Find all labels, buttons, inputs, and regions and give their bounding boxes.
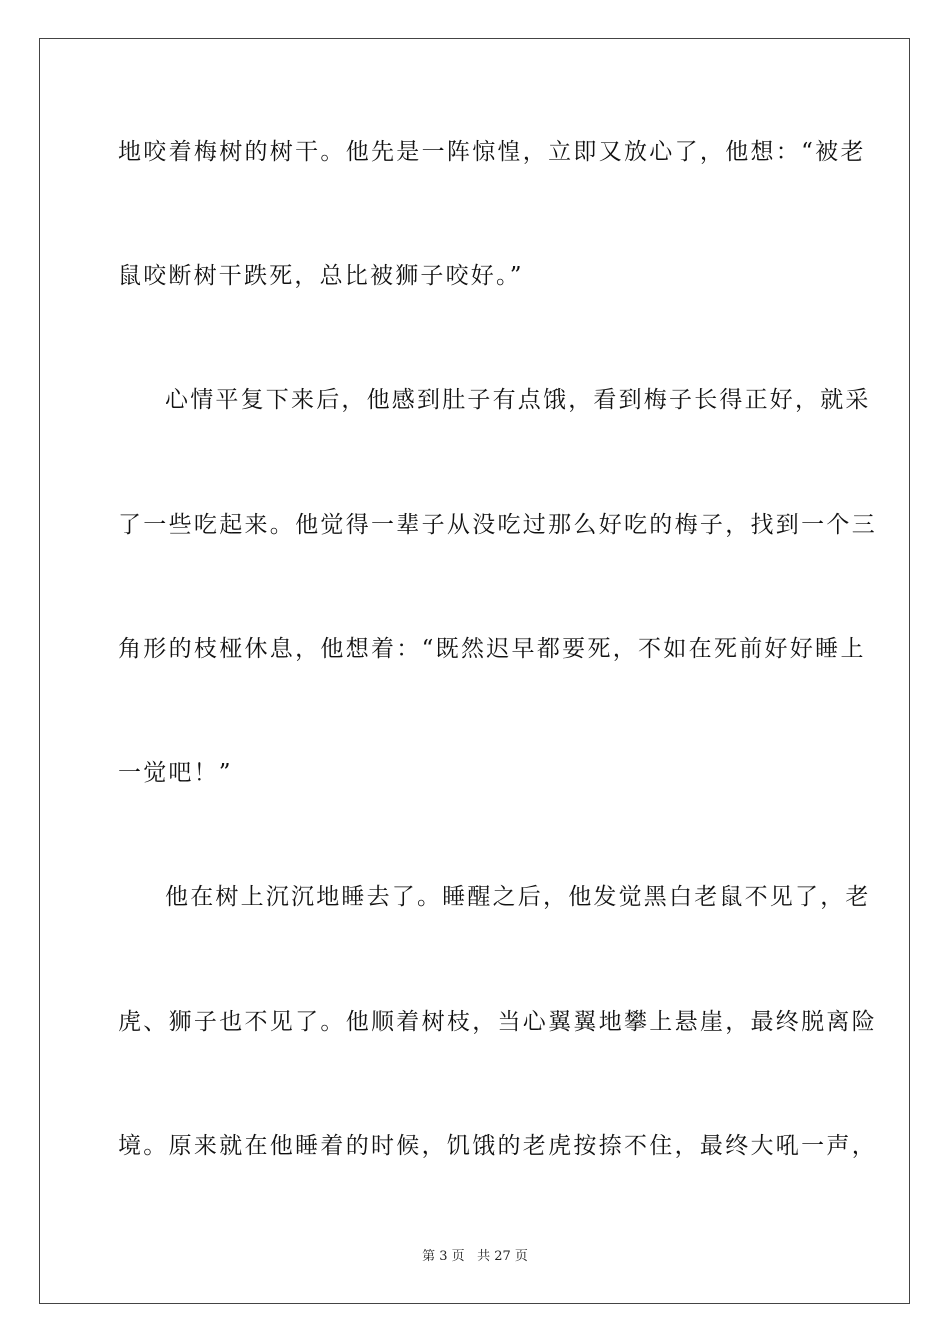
text-line: 了一些吃起来。他觉得一辈子从没吃过那么好吃的梅子，找到一个三: [118, 512, 877, 538]
total-pages: 共 27 页: [477, 1249, 528, 1264]
page-footer: [0, 1248, 950, 1266]
text-line: 一觉吧！”: [118, 760, 233, 786]
page-number: 第 3 页: [422, 1249, 465, 1264]
text-line: 地咬着梅树的树干。他先是一阵惊惶，立即又放心了，他想：“被老: [118, 139, 866, 165]
text-line: 虎、狮子也不见了。他顺着树枝，当心翼翼地攀上悬崖，最终脱离险: [118, 1009, 877, 1035]
text-line-indented: 他在树上沉沉地睡去了。睡醒之后，他发觉黑白老鼠不见了，老: [165, 884, 871, 910]
text-line: 角形的枝桠休息，他想着：“既然迟早都要死，不如在死前好好睡上: [118, 636, 866, 662]
text-line: 境。原来就在他睡着的时候，饥饿的老虎按捺不住，最终大吼一声，: [118, 1133, 877, 1159]
text-line-indented: 心情平复下来后，他感到肚子有点饿，看到梅子长得正好，就采: [165, 387, 871, 413]
text-line: 鼠咬断树干跌死，总比被狮子咬好。”: [118, 263, 524, 289]
page-border: [39, 38, 910, 1304]
